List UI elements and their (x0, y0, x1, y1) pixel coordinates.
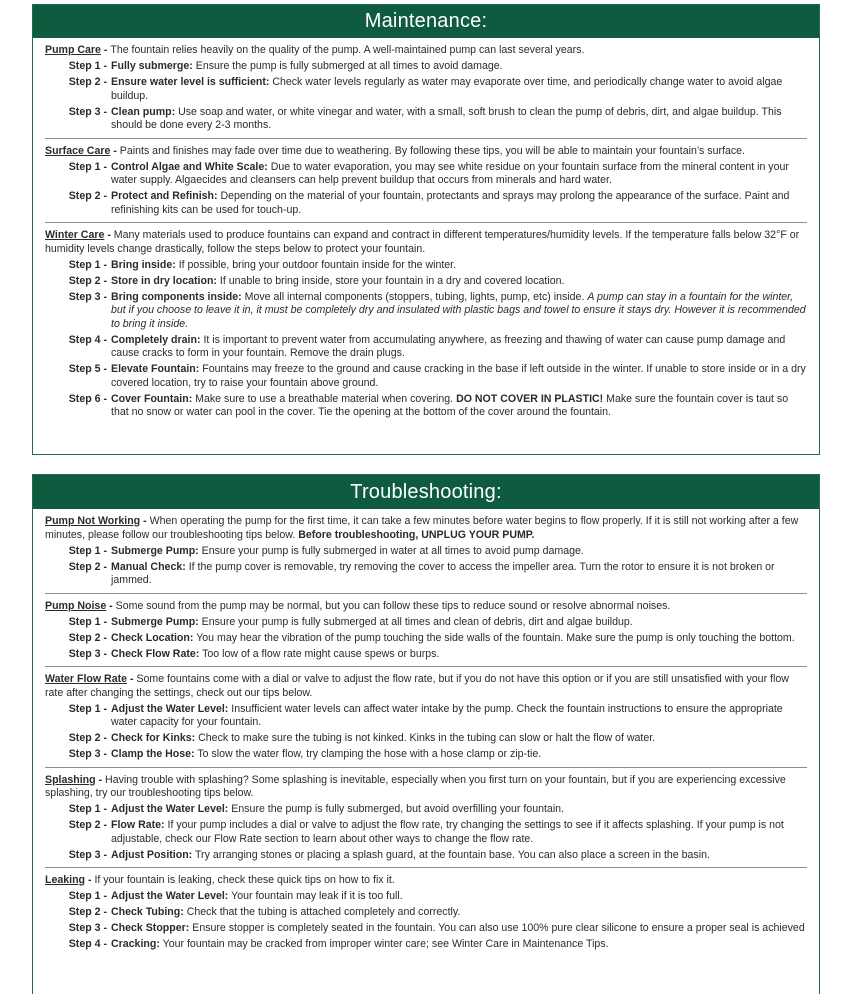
step-description: If possible, bring your outdoor fountain inside for the winter. (178, 258, 457, 271)
step-number: Step 1 - (68, 258, 107, 271)
troubleshooting-panel (32, 474, 820, 994)
step-row (45, 161, 807, 188)
step-text (111, 393, 807, 420)
step-number: Step 3 - (68, 105, 107, 118)
step-row (45, 334, 807, 361)
section-intro-text: Paints and finishes may fade over time due to weathering. By following these tips, you will be able to maintain your fountain’s surface. (119, 144, 745, 157)
step-description: If your pump includes a dial or valve to adjust the flow rate, try changing the settings to see if it affects splashing. If your pump is not adjustable, check our Flow Rate section to learn about other ways to change the flow rate. (111, 819, 784, 845)
step-text (111, 849, 807, 863)
section-title: Splashing (45, 773, 96, 786)
step-description: Insufficient water levels can affect water intake by the pump. Check the fountain instructions to ensure the appropriate water capacity for your fountain. (111, 702, 783, 728)
section-intro-warning: Before troubleshooting, UNPLUG YOUR PUMP. (298, 528, 535, 541)
step-row (45, 275, 807, 289)
step-name: Bring components inside: (111, 290, 242, 303)
step-row (45, 648, 807, 662)
step-text (111, 363, 807, 390)
step-row (45, 616, 807, 630)
maintenance-header: Maintenance: (33, 5, 819, 38)
step-name: Clamp the Hose: (111, 748, 195, 760)
section-title: Pump Not Working (45, 515, 141, 527)
step-text (111, 190, 807, 217)
section (45, 509, 807, 594)
step-row (45, 890, 807, 904)
step-number: Step 1 - (68, 803, 107, 815)
step-description: To slow the water flow, try clamping the hose with a hose clamp or zip-tie. (197, 748, 542, 760)
step-name: Store in dry location: (111, 274, 217, 287)
section-title: Winter Care (45, 229, 105, 241)
step-text (111, 545, 807, 559)
step-text (111, 259, 807, 273)
section (45, 868, 807, 957)
step-text (111, 76, 807, 103)
step-description: If unable to bring inside, store your fountain in a dry and covered location. (219, 274, 565, 287)
section-intro (45, 229, 807, 256)
step-description: Check that the tubing is attached completely and correctly. (186, 906, 461, 918)
section-intro (45, 145, 807, 159)
step-row (45, 259, 807, 273)
title-dash: - (140, 515, 150, 527)
step-text (111, 648, 807, 662)
step-description: Ensure your pump is fully submerged at all times and clean of debris, dirt and algae buildup. (201, 615, 633, 628)
step-row (45, 291, 807, 332)
step-row (45, 849, 807, 863)
title-dash: - (104, 229, 114, 241)
step-name: Control Algae and White Scale: (111, 160, 268, 173)
step-number: Step 5 - (68, 363, 107, 375)
step-number: Step 3 - (68, 647, 107, 660)
step-text (111, 890, 807, 904)
step-text (111, 819, 807, 846)
section-intro (45, 874, 807, 888)
step-text (111, 803, 807, 817)
step-name: Cracking: (111, 938, 160, 950)
step-row (45, 819, 807, 846)
step-description: Ensure the pump is fully submerged, but avoid overfilling your fountain. (231, 803, 565, 815)
step-name: Cover Fountain: (111, 392, 193, 405)
section (45, 139, 807, 224)
step-number: Step 4 - (68, 938, 107, 950)
step-note: A pump can stay in a fountain for the winter, but if you choose to leave it in, it must be completely dry and insulated with plastic bags and towel to ensure it stays dry. However it is recommended to bring it inside. (111, 290, 806, 330)
step-number: Step 2 - (68, 732, 107, 744)
step-description: You may hear the vibration of the pump touching the side walls of the fountain. Make sure the pump is only touching the bottom. (196, 631, 795, 644)
section-title: Water Flow Rate (45, 673, 128, 685)
step-description: Move all internal components (stoppers, tubing, lights, pump, etc) inside. (244, 290, 585, 303)
step-name: Check Tubing: (111, 906, 184, 918)
step-row (45, 906, 807, 920)
troubleshooting-header: Troubleshooting: (33, 475, 819, 509)
step-description: Due to water evaporation, you may see white residue on your fountain surface from the mineral content in your water supply. Algaecides and cleansers can help prevent buildup that occurs from minerals and hard water. (111, 160, 789, 186)
step-number: Step 3 - (68, 290, 107, 303)
step-row (45, 60, 807, 74)
step-row (45, 703, 807, 730)
section-intro (45, 600, 807, 614)
step-name: Manual Check: (111, 560, 186, 573)
maintenance-body (33, 38, 819, 425)
step-number: Step 1 - (68, 160, 107, 173)
title-dash: - (100, 44, 111, 56)
step-row (45, 363, 807, 390)
step-name: Adjust the Water Level: (111, 890, 229, 902)
step-text (111, 748, 807, 762)
step-name: Flow Rate: (111, 819, 165, 831)
section-intro-text: Some sound from the pump may be normal, but you can follow these tips to reduce sound or resolve abnormal noises. (115, 599, 671, 612)
step-description: Check water levels regularly as water may evaporate over time, and periodically change water to avoid algae buildup. (111, 76, 783, 102)
step-name: Ensure water level is sufficient: (111, 76, 270, 88)
step-row (45, 938, 807, 952)
section-intro-text: When operating the pump for the first time, it can take a few minutes before water begins to flow properly. If it is still not working after a few minutes, please follow our troubleshooting tips below. (45, 515, 799, 541)
step-number: Step 1 - (68, 890, 107, 902)
step-text (111, 616, 807, 630)
step-name: Submerge Pump: (111, 615, 199, 628)
step-text (111, 60, 807, 74)
step-name: Adjust Position: (111, 848, 193, 861)
step-number: Step 1 - (68, 544, 107, 557)
step-name: Protect and Refinish: (111, 190, 218, 202)
step-row (45, 393, 807, 420)
step-name: Fully submerge: (111, 60, 193, 72)
section-title: Surface Care (45, 144, 111, 157)
step-row (45, 106, 807, 133)
section (45, 223, 807, 425)
step-description: Use soap and water, or white vinegar and water, with a small, soft brush to clean the pump of debris, dirt, and algae buildup. This should be done every 2-3 months. (111, 105, 782, 131)
section-intro-text: Having trouble with splashing? Some splashing is inevitable, especially when you first turn on your fountain, but if you are experiencing excessive splashing, try our troubleshooting tips below. (45, 773, 786, 799)
step-description: Too low of a flow rate might cause spews or burps. (202, 647, 440, 660)
step-text (111, 161, 807, 188)
section-intro (45, 774, 807, 801)
section (45, 38, 807, 139)
title-dash: - (85, 874, 95, 886)
title-dash: - (106, 599, 116, 612)
step-number: Step 2 - (68, 560, 107, 573)
step-description: Check to make sure the tubing is not kinked. Kinks in the tubing can slow or halt the flow of water. (198, 732, 656, 744)
step-row (45, 922, 807, 936)
step-row (45, 632, 807, 646)
step-row (45, 803, 807, 817)
step-text (111, 291, 807, 332)
section-intro-text: Some fountains come with a dial or valve to adjust the flow rate, but if you do not have this option or if you are still unsatisfied with your flow rate after changing the settings, check out our tips below. (45, 673, 789, 699)
step-name: Check for Kinks: (111, 732, 196, 744)
step-name: Adjust the Water Level: (111, 803, 229, 815)
step-description: Try arranging stones or placing a splash guard, at the fountain base. You can also place a screen in the basin. (194, 848, 710, 861)
step-description: Fountains may freeze to the ground and cause cracking in the base if left outside in the winter. If unable to store inside or in a dry covered location, try to raise your fountain above ground. (111, 363, 806, 389)
step-row (45, 190, 807, 217)
step-number: Step 3 - (68, 848, 107, 861)
step-description: Make sure to use a breathable material when covering. (195, 392, 454, 405)
step-text (111, 703, 807, 730)
step-name: Check Flow Rate: (111, 647, 200, 660)
step-number: Step 1 - (68, 60, 107, 72)
step-description: It is important to prevent water from accumulating anywhere, as freezing and thawing of water can cause pump damage and cause cracks to form in your fountain. Remove the drain plugs. (111, 333, 786, 359)
maintenance-panel (32, 4, 820, 455)
step-text (111, 732, 807, 746)
step-number: Step 2 - (68, 819, 107, 831)
section-title: Pump Noise (45, 599, 107, 612)
step-number: Step 6 - (68, 392, 107, 405)
step-name: Submerge Pump: (111, 544, 199, 557)
section-intro-text: If your fountain is leaking, check these quick tips on how to fix it. (94, 874, 395, 886)
step-text (111, 938, 807, 952)
step-number: Step 2 - (68, 190, 107, 202)
step-text (111, 922, 807, 936)
step-row (45, 748, 807, 762)
section-intro (45, 44, 807, 58)
section-title: Pump Care (45, 44, 101, 56)
section (45, 594, 807, 668)
step-number: Step 2 - (68, 274, 107, 287)
step-row (45, 545, 807, 559)
step-name: Elevate Fountain: (111, 363, 200, 375)
title-dash: - (127, 673, 137, 685)
step-text (111, 906, 807, 920)
step-text (111, 334, 807, 361)
step-name: Completely drain: (111, 333, 201, 346)
step-row (45, 561, 807, 588)
troubleshooting-body (33, 509, 819, 957)
step-description: Your fountain may leak if it is too full. (231, 890, 403, 902)
step-description: Depending on the material of your fountain, protectants and sprays may prolong the appearance of the surface. Paint and refinishing kits can be used for touch-up. (111, 190, 790, 216)
step-number: Step 1 - (68, 702, 107, 715)
section (45, 768, 807, 869)
step-number: Step 3 - (68, 922, 107, 934)
step-text (111, 561, 807, 588)
step-number: Step 1 - (68, 615, 107, 628)
section-title: Leaking (45, 874, 86, 886)
section-intro (45, 673, 807, 700)
step-description: Ensure the pump is fully submerged at all times to avoid damage. (195, 60, 503, 72)
section-intro (45, 515, 807, 542)
step-row (45, 732, 807, 746)
step-name: Check Stopper: (111, 922, 190, 934)
step-description: Your fountain may be cracked from improper winter care; see Winter Care in Maintenance Tips. (162, 938, 609, 950)
step-number: Step 4 - (68, 333, 107, 346)
section (45, 667, 807, 768)
step-description: If the pump cover is removable, try removing the cover to access the impeller area. Turn the rotor to ensure it is not broken or jammed. (111, 560, 775, 586)
title-dash: - (95, 773, 106, 786)
step-description-cont: Make sure the fountain cover is taut so that no snow or water can pool in the cover. Tie the opening at the bottom of the cover around the fountain. (111, 392, 789, 418)
step-text (111, 632, 807, 646)
section-intro-text: The fountain relies heavily on the quality of the pump. A well-maintained pump can last several years. (110, 44, 585, 56)
section-intro-text: Many materials used to produce fountains can expand and contract in different temperatures/humidity levels. If the temperature falls below 32°F or humidity levels change drastically, follow the steps below to protect your fountain. (45, 229, 800, 255)
step-number: Step 2 - (68, 631, 107, 644)
step-number: Step 2 - (68, 906, 107, 918)
step-name: Adjust the Water Level: (111, 702, 229, 715)
step-name: Bring inside: (111, 258, 176, 271)
step-text (111, 275, 807, 289)
step-row (45, 76, 807, 103)
step-number: Step 3 - (68, 748, 107, 760)
step-description: Ensure your pump is fully submerged in water at all times to avoid pump damage. (201, 544, 584, 557)
step-warning: DO NOT COVER IN PLASTIC! (456, 392, 604, 405)
step-text (111, 106, 807, 133)
step-description: Ensure stopper is completely seated in the fountain. You can also use 100% pure clear silicone to ensure a proper seal is achieved (192, 922, 805, 934)
title-dash: - (110, 144, 120, 157)
step-name: Check Location: (111, 631, 194, 644)
step-name: Clean pump: (111, 105, 176, 118)
step-number: Step 2 - (68, 76, 107, 88)
